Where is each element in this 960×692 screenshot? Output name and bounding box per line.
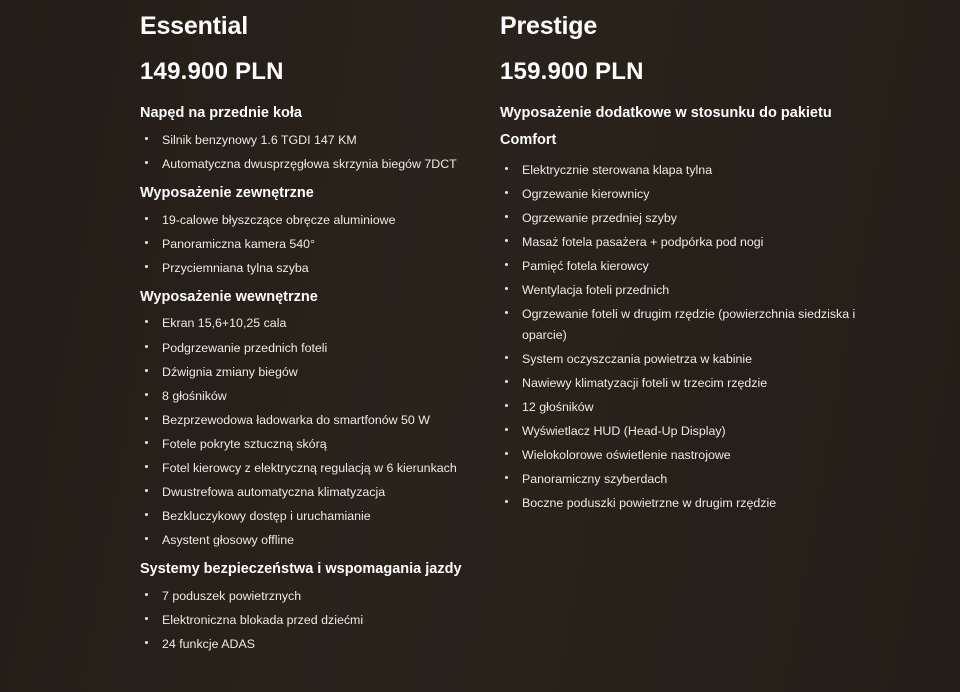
list-item: Ogrzewanie kierownicy [500, 184, 870, 204]
feature-list [140, 586, 500, 654]
list-item: Dźwignia zmiany biegów [140, 362, 500, 382]
section-heading: Napęd na przednie koła [140, 105, 302, 122]
feature-list [500, 160, 870, 513]
package-title-prestige: Prestige [500, 12, 598, 40]
list-item: Elektrycznie sterowana klapa tylna [500, 160, 870, 180]
list-item: Nawiewy klimatyzacji foteli w trzecim rzędzie [500, 373, 870, 393]
package-column-prestige [500, 8, 870, 658]
package-price-prestige: 159.900 PLN [500, 57, 644, 85]
package-title-essential: Essential [140, 12, 248, 40]
list-item: Podgrzewanie przednich foteli [140, 338, 500, 358]
section-heading: Systemy bezpieczeństwa i wspomagania jazdy [140, 561, 462, 578]
list-item: Panoramiczny szyberdach [500, 469, 870, 489]
section-heading: Wyposażenie wewnętrzne [140, 288, 318, 305]
list-item: Ogrzewanie przedniej szyby [500, 208, 870, 228]
list-item: Automatyczna dwusprzęgłowa skrzynia biegów 7DCT [140, 154, 500, 174]
list-item: Silnik benzynowy 1.6 TGDI 147 KM [140, 130, 500, 150]
list-item: Przyciemniana tylna szyba [140, 258, 500, 278]
list-item: 24 funkcje ADAS [140, 634, 500, 654]
list-item: Panoramiczna kamera 540° [140, 234, 500, 254]
section-heading: Wyposażenie dodatkowe w stosunku do pakietu Comfort [500, 105, 832, 149]
list-item: Asystent głosowy offline [140, 530, 500, 550]
section-safety [140, 556, 500, 654]
feature-list [140, 210, 500, 278]
list-item: 12 głośników [500, 397, 870, 417]
section-drivetrain [140, 100, 500, 174]
list-item: 7 poduszek powietrznych [140, 586, 500, 606]
list-item: Wentylacja foteli przednich [500, 280, 870, 300]
feature-list [140, 130, 500, 174]
list-item: Elektroniczna blokada przed dziećmi [140, 610, 500, 630]
list-item: Ekran 15,6+10,25 cala [140, 313, 500, 333]
list-item: Wyświetlacz HUD (Head-Up Display) [500, 421, 870, 441]
list-item: 19-calowe błyszczące obręcze aluminiowe [140, 210, 500, 230]
list-item: Wielokolorowe oświetlenie nastrojowe [500, 445, 870, 465]
section-heading: Wyposażenie zewnętrzne [140, 185, 314, 202]
list-item: Bezprzewodowa ładowarka do smartfonów 50 W [140, 410, 500, 430]
list-item: System oczyszczania powietrza w kabinie [500, 349, 870, 369]
list-item: Boczne poduszki powietrzne w drugim rzędzie [500, 493, 870, 513]
section-additional-equipment [500, 100, 870, 513]
list-item: Masaż fotela pasażera + podpórka pod nogi [500, 232, 870, 252]
list-item: 8 głośników [140, 386, 500, 406]
feature-list [140, 313, 500, 550]
package-price-essential: 149.900 PLN [140, 57, 284, 85]
list-item: Dwustrefowa automatyczna klimatyzacja [140, 482, 500, 502]
list-item: Ogrzewanie foteli w drugim rzędzie (powierzchnia siedziska i oparcie) [500, 304, 870, 344]
section-interior [140, 284, 500, 550]
list-item: Fotele pokryte sztuczną skórą [140, 434, 500, 454]
list-item: Bezkluczykowy dostęp i uruchamianie [140, 506, 500, 526]
list-item: Pamięć fotela kierowcy [500, 256, 870, 276]
list-item: Fotel kierowcy z elektryczną regulacją w 6 kierunkach [140, 458, 500, 478]
section-exterior [140, 180, 500, 278]
package-column-essential [140, 8, 500, 658]
